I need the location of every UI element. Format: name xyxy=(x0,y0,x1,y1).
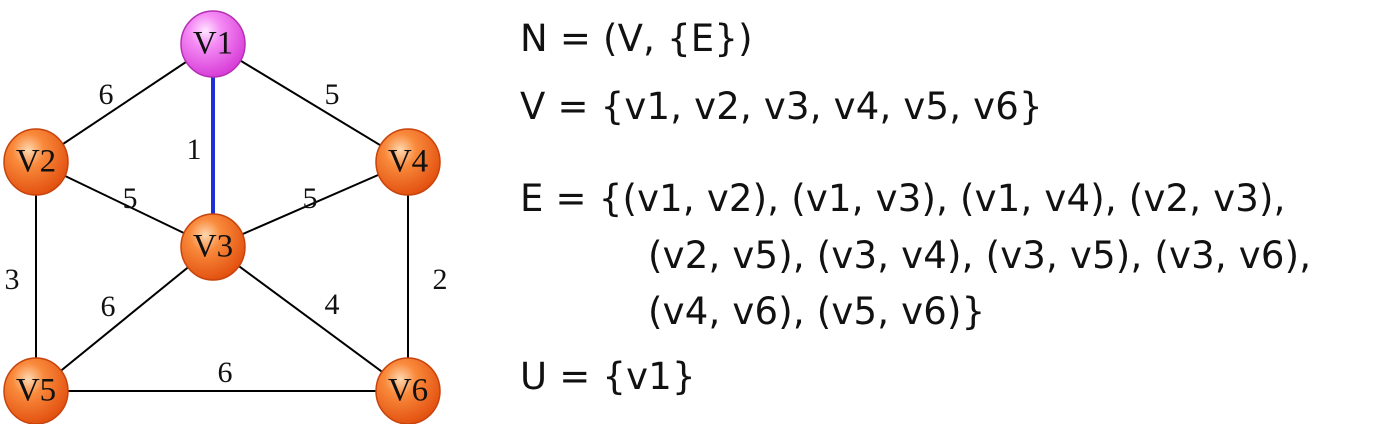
edge-weight-v3-v5: 6 xyxy=(100,289,116,323)
edge-weight-v4-v6: 2 xyxy=(432,262,448,296)
edge-weight-v1-v4: 5 xyxy=(324,77,340,111)
node-label-v3: V3 xyxy=(192,228,234,265)
node-label-v4: V4 xyxy=(387,143,429,180)
edge-weight-v1-v3: 1 xyxy=(186,132,202,166)
node-label-v5: V5 xyxy=(15,372,57,409)
visited-set-definition: U = {v1} xyxy=(520,355,696,398)
edge-set-definition-line-1: E = {(v1, v2), (v1, v3), (v1, v4), (v2, v3), xyxy=(520,177,1286,220)
edge-weight-v5-v6: 6 xyxy=(217,355,233,389)
node-label-v1: V1 xyxy=(192,25,234,62)
edge-weight-v3-v6: 4 xyxy=(324,287,340,321)
edge-weight-v3-v4: 5 xyxy=(302,181,318,215)
node-label-v6: V6 xyxy=(387,372,429,409)
edge-weight-v2-v3: 5 xyxy=(122,181,138,215)
node-label-v2: V2 xyxy=(15,143,57,180)
edge-set-definition-line-2: (v2, v5), (v3, v4), (v3, v5), (v3, v6), xyxy=(648,234,1312,277)
edge-weight-v2-v5: 3 xyxy=(4,262,20,296)
vertex-set-definition: V = {v1, v2, v3, v4, v5, v6} xyxy=(520,85,1043,128)
edge-set-definition-line-3: (v4, v6), (v5, v6)} xyxy=(648,290,986,333)
network-definition: N = (V, {E}) xyxy=(520,17,753,60)
edge-weight-v1-v2: 6 xyxy=(98,77,114,111)
